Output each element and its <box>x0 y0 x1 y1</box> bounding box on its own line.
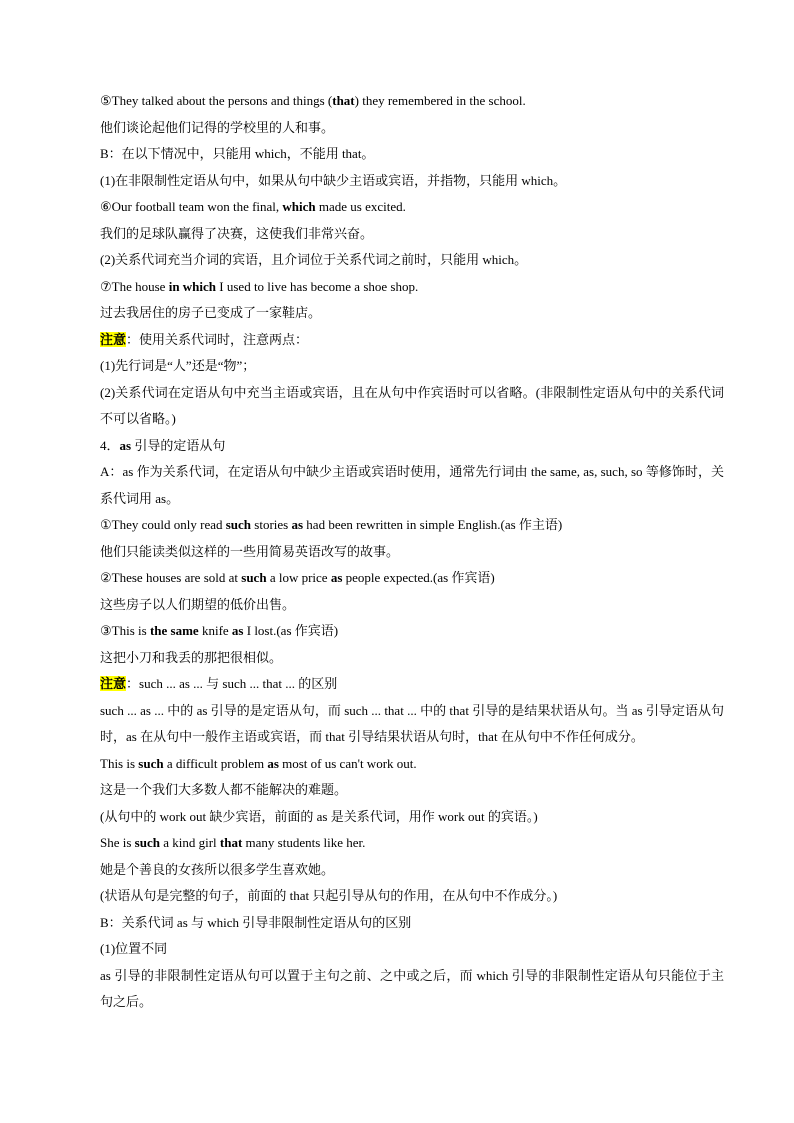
section-b-heading: B：在以下情况中，只能用 which，不能用 that。 <box>100 146 375 161</box>
example-6-translation: 我们的足球队赢得了决赛，这使我们非常兴奋。 <box>100 225 374 241</box>
bold-keyword: that <box>219 835 243 850</box>
bold-keyword: the same <box>149 623 199 638</box>
example-such-as-translation: 这是一个我们大多数人都不能解决的难题。 <box>100 782 348 797</box>
example-number: ② <box>100 570 112 585</box>
section-4-heading: 4．as 引导的定语从句 <box>100 437 226 453</box>
bold-keyword: as <box>231 623 244 638</box>
note-2-body: such ... as ... 中的 as 引导的是定语从句，而 such ... that ... 中的 that 引导的是结果状语从句。当 as 引导定语从句时，as 在从句中一般作主语或宾语，而 that 引导结果状语从句时，that 在从句中不作任何成分。 <box>100 702 724 744</box>
bold-keyword: as <box>119 437 132 453</box>
document-page <box>72 88 724 1016</box>
example-5-translation: 他们谈论起他们记得的学校里的人和事。 <box>100 119 335 135</box>
bold-keyword: such <box>138 755 164 771</box>
bold-keyword: as <box>267 755 279 771</box>
example-7-translation: 过去我居住的房子已变成了一家鞋店。 <box>100 305 322 320</box>
example-such-that-translation: 她是个善良的女孩所以很多学生喜欢她。 <box>100 861 335 877</box>
example-6: ⑥Our football team won the final, which made us excited. <box>100 199 406 214</box>
note-1-point-1: (1)先行词是“人”还是“物”； <box>100 358 256 373</box>
bold-keyword: such <box>225 517 252 532</box>
bold-keyword: as <box>330 570 343 585</box>
note-1-point-2: (2)关系代词在定语从句中充当主语或宾语，且在从句中作宾语时可以省略。(非限制性定语从句中的关系代词不可以省略。) <box>100 384 724 426</box>
rule-1: (1)在非限制性定语从句中，如果从句中缺少主语或宾语，并指物，只能用 which。 <box>100 172 567 188</box>
example-such-that-note: (状语从句是完整的句子，前面的 that 只起引导从句的作用，在从句中不作成分。) <box>100 888 558 903</box>
bold-keyword: such <box>241 570 267 585</box>
note-2: 注意：such ... as ... 与 such ... that ... 的区别 <box>100 676 338 691</box>
example-3-translation: 这把小刀和我丢的那把很相似。 <box>100 649 283 665</box>
example-number: ⑦ <box>100 278 112 294</box>
bold-keyword: that <box>332 93 355 108</box>
example-7: ⑦The house in which I used to live has become a shoe shop. <box>100 278 419 294</box>
example-1-translation: 他们只能读类似这样的一些用简易英语改写的故事。 <box>100 543 400 559</box>
bold-keyword: such <box>134 835 160 850</box>
example-number: ⑤ <box>100 93 112 108</box>
example-5: ⑤They talked about the persons and things (that) they remembered in the school. <box>100 93 526 108</box>
example-1: ①They could only read such stories as had been rewritten in simple English.(as 作主语) <box>100 517 563 532</box>
note-1: 注意：使用关系代词时，注意两点： <box>100 331 309 347</box>
example-number: ① <box>100 517 112 532</box>
example-2-translation: 这些房子以人们期望的低价出售。 <box>100 596 296 612</box>
bold-keyword: in which <box>168 278 217 294</box>
example-number: ③ <box>100 623 112 638</box>
example-number: ⑥ <box>100 199 112 214</box>
example-2: ②These houses are sold at such a low price as people expected.(as 作宾语) <box>100 570 495 585</box>
bold-keyword: which <box>282 199 316 214</box>
example-3: ③This is the same knife as I lost.(as 作宾语) <box>100 623 339 638</box>
note-highlight: 注意 <box>100 331 127 347</box>
bold-keyword: as <box>291 517 304 532</box>
section-b2-heading: B：关系代词 as 与 which 引导非限制性定语从句的区别 <box>100 914 412 930</box>
example-such-that: She is such a kind girl that many students like her. <box>100 835 366 850</box>
rule-2: (2)关系代词充当介词的宾语，且介词位于关系代词之前时，只能用 which。 <box>100 252 528 267</box>
example-such-as: This is such a difficult problem as most of us can't work out. <box>100 755 417 771</box>
difference-1-heading: (1)位置不同 <box>100 941 168 956</box>
example-such-as-note: (从句中的 work out 缺少宾语，前面的 as 是关系代词，用作 work out 的宾语。) <box>100 808 538 824</box>
difference-1-body: as 引导的非限制性定语从句可以置于主句之前、之中或之后，而 which 引导的非限制性定语从句只能位于主句之后。 <box>100 967 724 1009</box>
section-a-paragraph: A：as 作为关系代词，在定语从句中缺少主语或宾语时使用，通常先行词由 the same, as, such, so 等修饰时，关系代词用 as。 <box>100 464 724 506</box>
note-highlight: 注意 <box>100 676 127 691</box>
